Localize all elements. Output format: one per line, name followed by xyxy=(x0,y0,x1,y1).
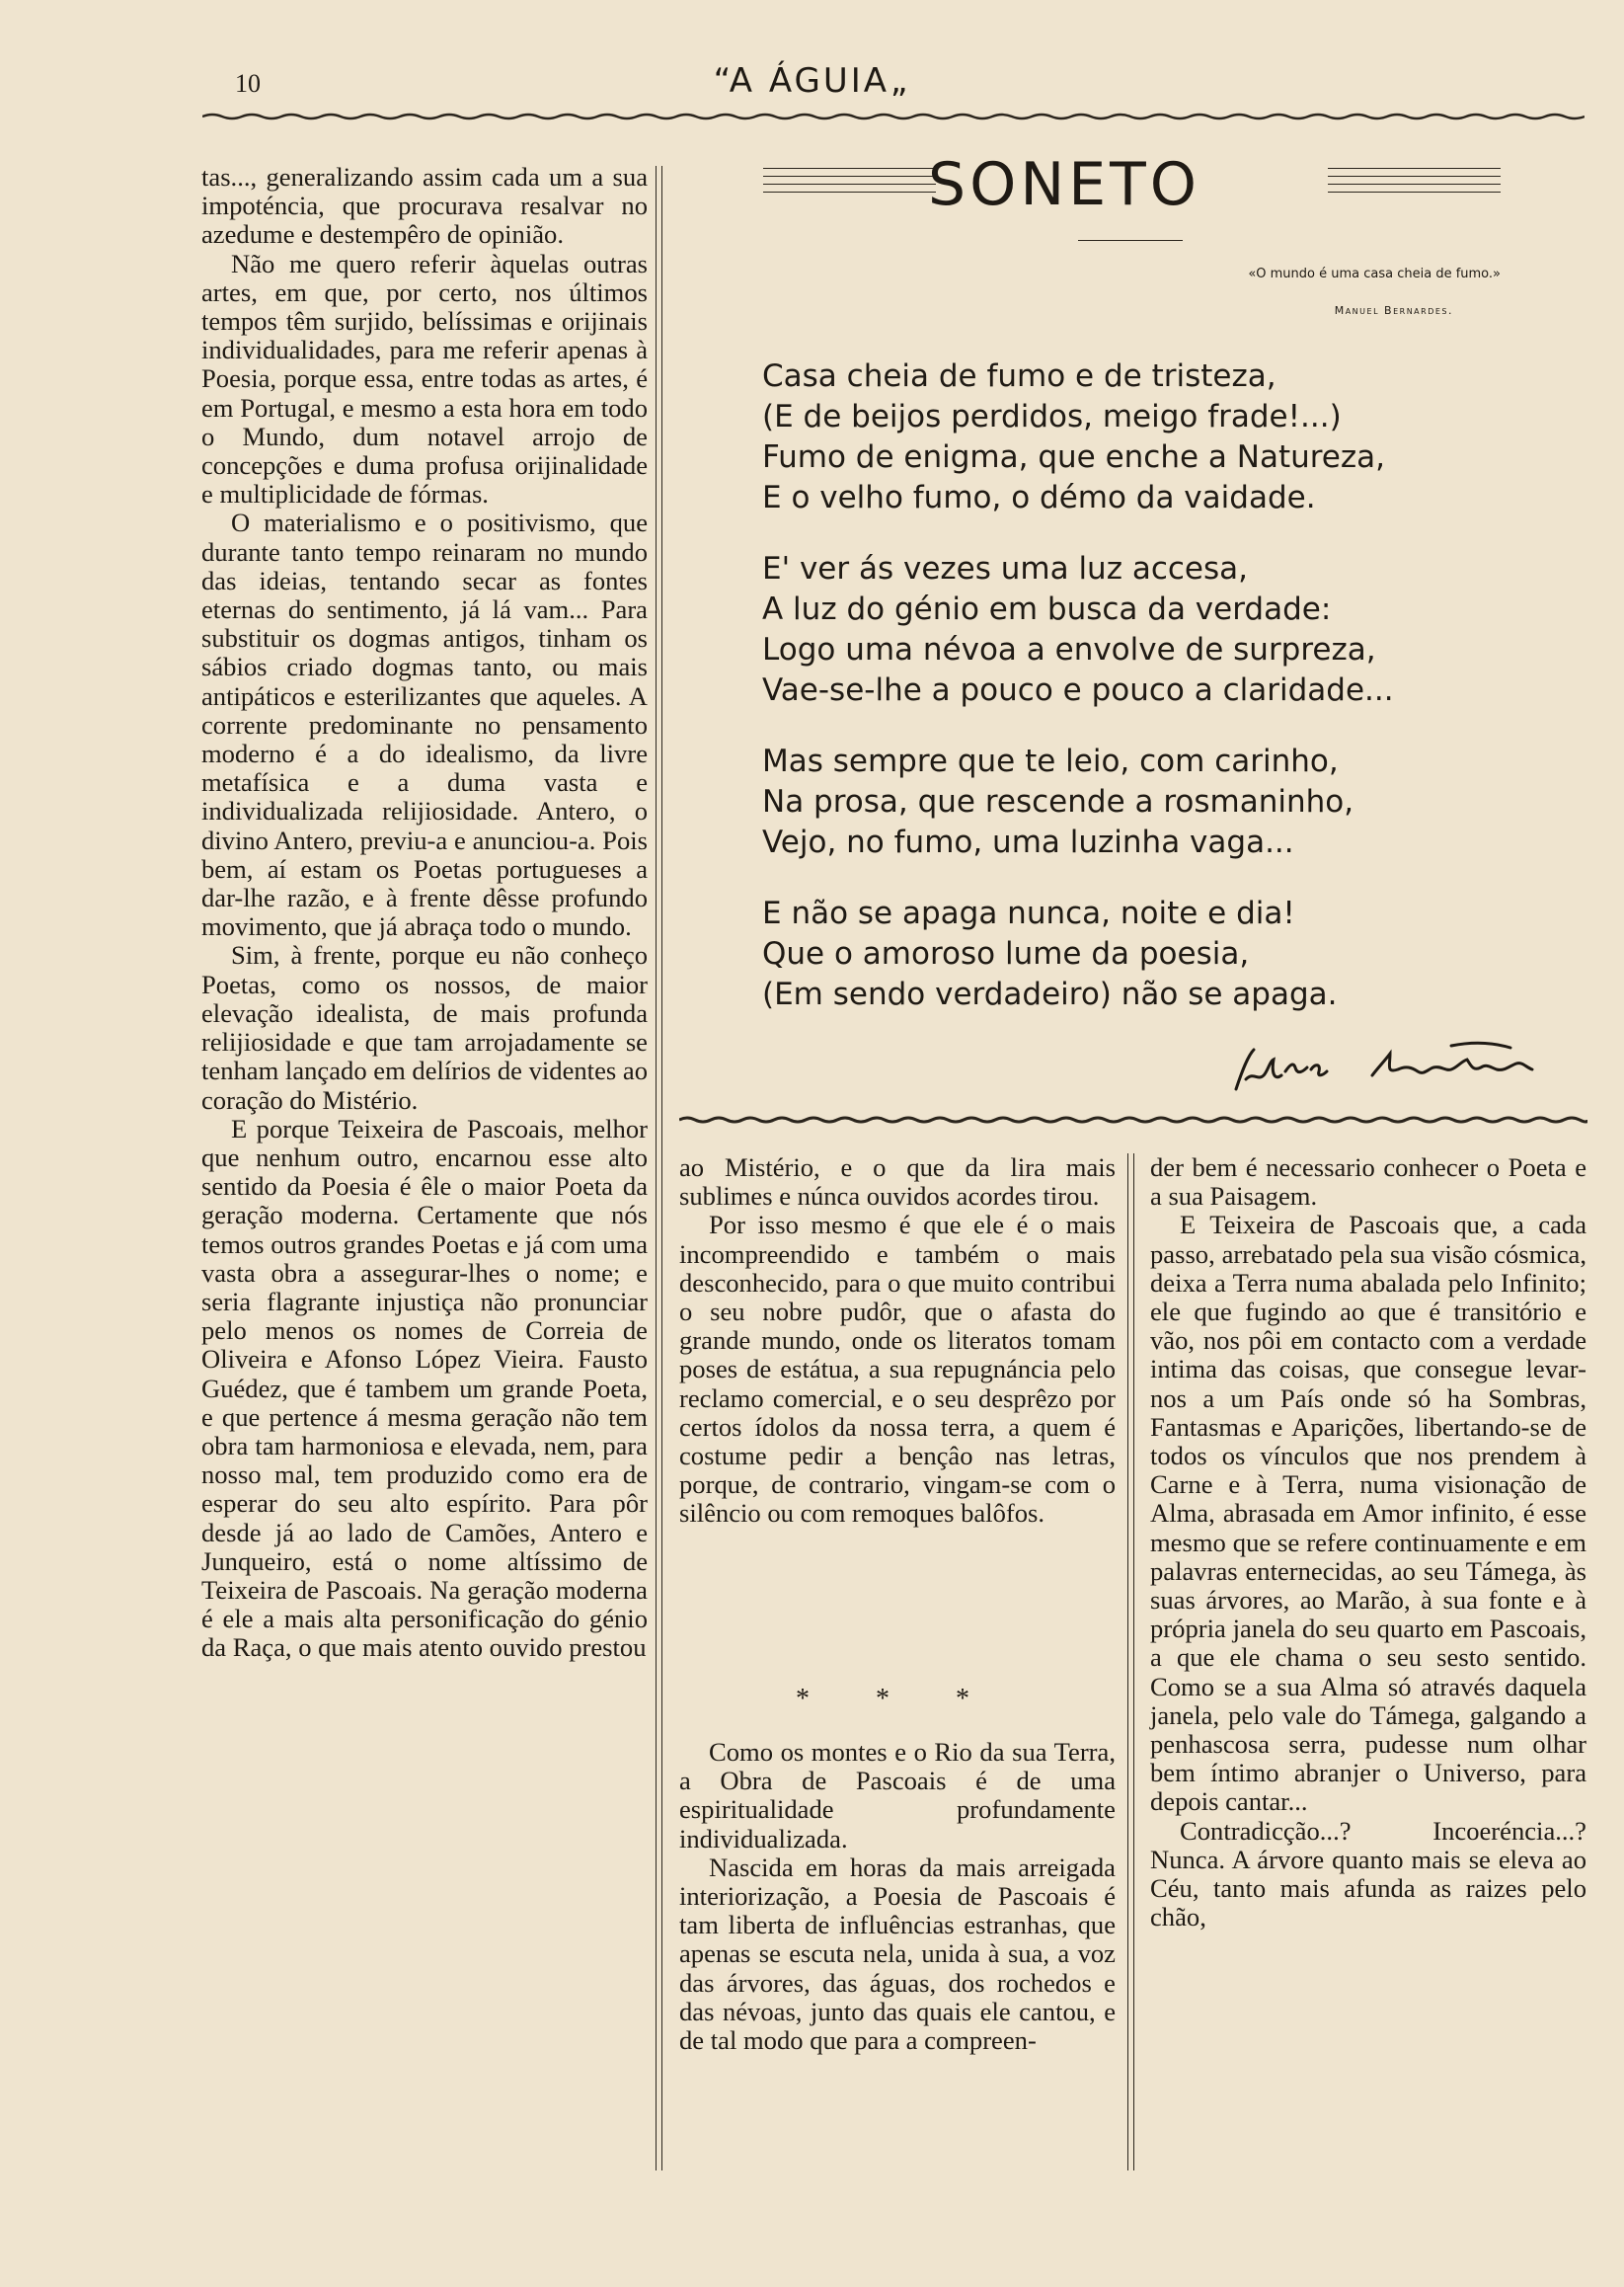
poem-stanza xyxy=(762,356,1385,518)
poem-line: Vae-se-lhe a pouco e pouco a claridade... xyxy=(762,672,1394,708)
poem-line: (Em sendo verdadeiro) não se apaga. xyxy=(762,977,1338,1012)
sonnet-title: SONETO xyxy=(928,150,1200,219)
poem-line: Casa cheia de fumo e de tristeza, xyxy=(762,358,1276,394)
poem-line: E não se apaga nunca, noite e dia! xyxy=(762,896,1295,931)
paragraph: der bem é necessario conhecer o Poeta e a sua Paisagem. xyxy=(1150,1152,1586,1212)
section-wavy-rule xyxy=(679,1114,1587,1126)
column-divider xyxy=(661,166,662,2170)
poem-line: Vejo, no fumo, uma luzinha vaga... xyxy=(762,825,1294,860)
paragraph: E porque Teixeira de Pascoais, melhor que nenhum outro, encarnou esse alto sentido da Poesia é êle o maior Poeta da geração moderna. Certamente que nós temos outros grandes Poetas e já com uma vasta obra a assegurar-lhes o nome; e seria flagrante injustiça não pronunciar pelo menos os nomes de Correia de Oliveira e Afonso López Vieira. Fausto Guédez, que é tambem um grande Poeta, e que pertence á mesma geração não tem obra tam harmoniosa e elevada, nem, para nosso mal, tem produzido como era de esperar do seu alto espírito. Para pôr desde já ao lado de Camões, Antero e Junqueiro, está o nome altíssimo de Teixeira de Pascoais. Na geração moderna é ele a mais alta personificação do génio da Raça, o que mais atento ouvido prestou xyxy=(201,1113,648,1663)
title-rules-left xyxy=(763,168,936,197)
paragraph: Por isso mesmo é que ele é o mais incompreendido e também o mais desconhecido, para o que muito contribui o seu nobre pudôr, que o afasta do grande mundo, onde os literatos tomam poses de estátua, a sua repugnáncia pelo reclamo comercial, e o seu desprêzo por certos ídolos da nossa terra, a quem é costume pedir a bençâo nas letras, porque, de contrario, vingam-se com o silêncio ou com remoques balôfos. xyxy=(679,1210,1116,1529)
poem-stanza xyxy=(762,894,1337,1015)
paragraph: Como os montes e o Rio da sua Terra, a Obra de Pascoais é de uma espiritualidade profundamente individualizada. xyxy=(679,1737,1116,1853)
column-divider xyxy=(656,166,657,2170)
poem-line: A luz do génio em busca da verdade: xyxy=(762,591,1332,627)
title-underline xyxy=(1078,240,1183,241)
right-text-column xyxy=(1150,1153,1586,1932)
poem-line: (E de beijos perdidos, meigo frade!...) xyxy=(762,399,1342,434)
poem-stanza xyxy=(762,742,1353,863)
header-wavy-rule xyxy=(202,111,1585,122)
page-number: 10 xyxy=(235,69,261,98)
epigraph-author: Manuel Bernardes. xyxy=(1334,304,1453,317)
paragraph: E Teixeira de Pascoais que, a cada passo, arrebatado pela sua visão cósmica, deixa a Terra numa abalada pelo Infinito; ele que fugindo ao que é transitório e vão, nos pôi em contacto com a verdade intima das coisas, que consegue levar-nos a um País onde só ha Sombras, Fantasmas e Aparições, libertando-se de todos os vínculos que nos prendem à Carne e à Terra, numa visionação de Alma, abrasada em Amor infinito, é esse mesmo que se refere continuamente e em palavras enternecidas, ao seu Támega, às suas árvores, ao Marão, à sua fonte e à própria janela do seu quarto em Pascoais, a que ele chama o seu sesto sentido. Como se a sua Alma só através daquela janela, pelo vale do Támega, galgando a penhascosa serra, pudesse num olhar bem íntimo abranjer o Universo, para depois cantar... xyxy=(1150,1210,1586,1817)
column-divider xyxy=(1127,1153,1128,2170)
poem-line: Fumo de enigma, que enche a Natureza, xyxy=(762,439,1386,475)
paragraph: O materialismo e o positivismo, que durante tanto tempo reinaram no mundo das ideias, tentando secar as fontes eternas do sentimento, já lá vam... Para substituir os dogmas antigos, tinham os sábios criado dogmas tanto, ou mais antipáticos e esterilizantes que aqueles. A corrente predominante no pensamento moderno é a do idealismo, da livre metafísica e a duma vasta e individualizada relijiosidade. Antero, o divino Antero, previu-a e anunciou-a. Pois bem, aí estam os Poetas portugueses a dar-lhe razão, e à frente dêsse profundo movimento, que já abraça todo o mundo. xyxy=(201,508,648,942)
poem-line: Mas sempre que te leio, com carinho, xyxy=(762,744,1339,779)
paragraph: Nascida em horas da mais arreigada interiorização, a Poesia de Pascoais é tam liberta de influências estranhas, que apenas se escuta nela, unida à sua, a voz das árvores, das águas, dos rochedos e das névoas, junto das quais ele cantou, e de tal modo que para a compreen- xyxy=(679,1852,1116,2056)
poem-line: E o velho fumo, o démo da vaidade. xyxy=(762,480,1316,515)
paragraph: tas..., generalizando assim cada um a sua impoténcia, que procurava resalvar no azedume e destempêro de opinião. xyxy=(201,162,648,250)
column-divider xyxy=(1133,1153,1134,2170)
paragraph: ao Mistério, e o que da lira mais sublimes e núnca ouvidos acordes tirou. xyxy=(679,1152,1116,1212)
paragraph: Não me quero referir àquelas outras artes, em que, por certo, nos últimos tempos têm surjido, belíssimas e orijinais individualidades, para me referir apenas à Poesia, porque essa, entre todas as artes, é em Portugal, e mesmo a esta hora em todo o Mundo, dum notavel arrojo de concepções e duma profusa orijinalidade e multiplicidade de fórmas. xyxy=(201,248,648,510)
left-text-column xyxy=(201,163,648,1663)
poem-line: Na prosa, que rescende a rosmaninho, xyxy=(762,784,1354,820)
poem-line: Logo uma névoa a envolve de surpreza, xyxy=(762,632,1376,668)
poem-line: E' ver ás vezes uma luz accesa, xyxy=(762,551,1248,587)
journal-title: “A ÁGUIA„ xyxy=(713,61,911,101)
paragraph: Contradicção...? Incoeréncia...? Nunca. A árvore quanto mais se eleva ao Céu, tanto mais afunda as raizes pelo chão, xyxy=(1150,1815,1586,1932)
section-asterism: * * * xyxy=(796,1684,999,1714)
middle-text-column xyxy=(679,1153,1116,1529)
handwritten-signature xyxy=(1224,1032,1560,1101)
poem-stanza xyxy=(762,549,1394,711)
epigraph: «O mundo é uma casa cheia de fumo.» xyxy=(1248,267,1501,281)
title-rules-right xyxy=(1328,168,1501,197)
middle-text-column-continued xyxy=(679,1738,1116,2055)
paragraph: Sim, à frente, porque eu não conheço Poetas, como os nossos, de maior elevação idealista, de mais profunda relijiosidade e que tam arrojadamente se tenham lançado em delírios de videntes ao coração do Mistério. xyxy=(201,940,648,1115)
poem-line: Que o amoroso lume da poesia, xyxy=(762,936,1250,972)
